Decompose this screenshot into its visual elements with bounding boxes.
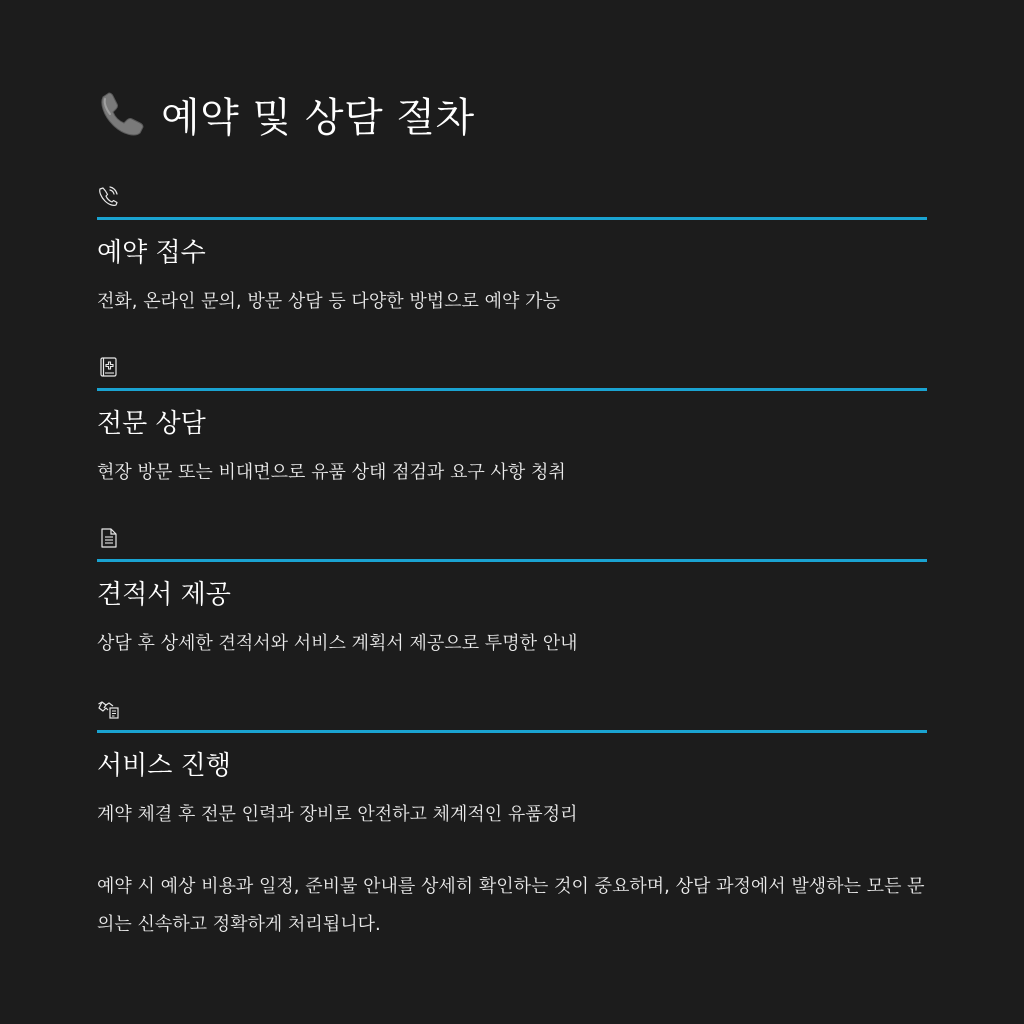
handshake-contract-icon: [97, 697, 121, 721]
header: [97, 86, 475, 142]
medical-book-icon: [97, 355, 121, 379]
step-divider: [97, 217, 927, 220]
phone-ringing-icon: [97, 184, 121, 208]
step-divider: [97, 730, 927, 733]
step-title: 예약 접수: [97, 238, 206, 268]
page-title: 예약 및 상담 절차: [161, 94, 475, 141]
step-divider: [97, 559, 927, 562]
closing-note: 예약 시 예상 비용과 일정, 준비물 안내를 상세히 확인하는 것이 중요하며, 상담 과정에서 발생하는 모든 문의는 신속하고 정확하게 처리됩니다.: [97, 876, 925, 935]
step-divider: [97, 388, 927, 391]
step-description: 현장 방문 또는 비대면으로 유품 상태 점검과 요구 사항 청취: [97, 462, 566, 483]
step-title: 서비스 진행: [97, 751, 231, 781]
step-description: 계약 체결 후 전문 인력과 장비로 안전하고 체계적인 유품정리: [97, 804, 578, 825]
step-title: 전문 상담: [97, 409, 206, 439]
document-icon: [97, 526, 121, 550]
step-title: 견적서 제공: [97, 580, 231, 610]
telephone-receiver-icon: [97, 89, 147, 139]
step-description: 전화, 온라인 문의, 방문 상담 등 다양한 방법으로 예약 가능: [97, 291, 560, 312]
step-description: 상담 후 상세한 견적서와 서비스 계획서 제공으로 투명한 안내: [97, 633, 578, 654]
